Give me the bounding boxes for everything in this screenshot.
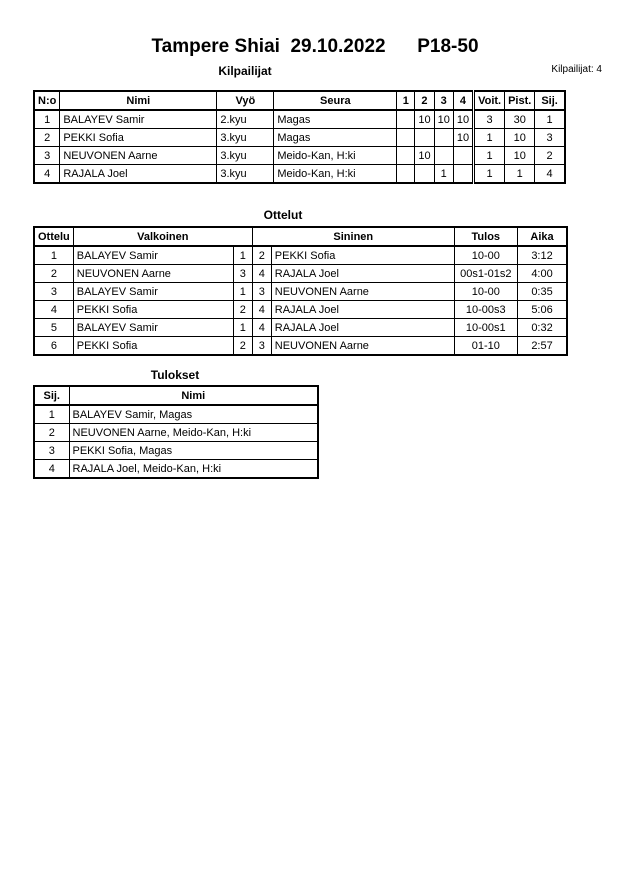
table-cell: RAJALA Joel [271, 301, 454, 319]
table-cell: 1 [505, 165, 535, 184]
table-cell: NEUVONEN Aarne [73, 265, 233, 283]
table-cell: 2 [233, 337, 252, 356]
table-cell: 3 [252, 337, 271, 356]
table-cell [397, 110, 415, 129]
table-cell: 10 [415, 147, 434, 165]
competitors-table [33, 90, 566, 184]
table-cell: 3.kyu [217, 129, 274, 147]
col-header-tulos: Tulos [454, 227, 517, 246]
table-cell: PEKKI Sofia [73, 301, 233, 319]
table-cell: RAJALA Joel [271, 265, 454, 283]
table-cell: 1 [434, 165, 453, 184]
table-cell: Magas [274, 110, 397, 129]
table-cell: PEKKI Sofia, Magas [69, 442, 318, 460]
col-header-nimi: Nimi [69, 386, 318, 405]
table-cell: 4 [34, 301, 73, 319]
table-cell: Magas [274, 129, 397, 147]
table-cell: 3 [34, 442, 69, 460]
competitors-header-row [34, 91, 565, 110]
table-cell: 4 [252, 301, 271, 319]
table-cell: NEUVONEN Aarne [271, 337, 454, 356]
table-cell: 5:06 [517, 301, 567, 319]
table-cell: 3 [535, 129, 565, 147]
table-cell: 10 [453, 110, 473, 129]
table-cell: 1 [233, 319, 252, 337]
table-cell: 2 [535, 147, 565, 165]
col-header-ottelu: Ottelu [34, 227, 73, 246]
table-cell: 3 [252, 283, 271, 301]
table-cell: 6 [34, 337, 73, 356]
table-cell: BALAYEV Samir [60, 110, 217, 129]
table-cell: 2:57 [517, 337, 567, 356]
table-cell: BALAYEV Samir [73, 283, 233, 301]
table-cell: 10-00 [454, 246, 517, 265]
col-header-pist: Pist. [505, 91, 535, 110]
table-cell: 2 [34, 265, 73, 283]
table-cell: 10-00s1 [454, 319, 517, 337]
table-cell: Meido-Kan, H:ki [274, 165, 397, 184]
table-cell: 2 [252, 246, 271, 265]
table-cell: 2.kyu [217, 110, 274, 129]
table-row [34, 147, 565, 165]
table-row [34, 301, 567, 319]
table-cell: 1 [233, 283, 252, 301]
col-header-sij: Sij. [535, 91, 565, 110]
table-cell: 10 [505, 129, 535, 147]
table-cell: BALAYEV Samir [73, 246, 233, 265]
competitor-count: Kilpailijat: 4 [551, 64, 602, 75]
table-row [34, 460, 318, 479]
table-cell: Meido-Kan, H:ki [274, 147, 397, 165]
col-header-voit: Voit. [474, 91, 505, 110]
page-title: Tampere Shiai 29.10.2022 P18-50 [151, 36, 479, 57]
table-cell: 3.kyu [217, 165, 274, 184]
table-cell: 3:12 [517, 246, 567, 265]
table-cell: 1 [474, 147, 505, 165]
table-row [34, 110, 565, 129]
results-table [33, 385, 319, 479]
matches-table [33, 226, 568, 356]
table-row [34, 129, 565, 147]
table-cell: 4 [535, 165, 565, 184]
table-cell: 10 [434, 110, 453, 129]
table-cell: 30 [505, 110, 535, 129]
col-header-vyo: Vyö [217, 91, 274, 110]
table-cell [415, 129, 434, 147]
table-row [34, 405, 318, 424]
col-header-no: N:o [34, 91, 60, 110]
table-cell: 3 [233, 265, 252, 283]
table-cell: 1 [474, 165, 505, 184]
table-cell: RAJALA Joel [271, 319, 454, 337]
table-cell: 3 [34, 283, 73, 301]
table-cell [397, 129, 415, 147]
table-row [34, 442, 318, 460]
col-header-nimi: Nimi [60, 91, 217, 110]
table-cell: NEUVONEN Aarne, Meido-Kan, H:ki [69, 424, 318, 442]
table-cell: 4 [34, 460, 69, 479]
table-cell: 1 [474, 129, 505, 147]
table-cell: 10-00s3 [454, 301, 517, 319]
section-heading-tulokset: Tulokset [150, 368, 200, 382]
table-row [34, 165, 565, 184]
table-cell [434, 129, 453, 147]
table-cell: RAJALA Joel, Meido-Kan, H:ki [69, 460, 318, 479]
table-cell: 1 [34, 405, 69, 424]
table-cell [453, 165, 473, 184]
col-header-1: 1 [397, 91, 415, 110]
table-cell: 4 [34, 165, 60, 184]
table-cell: BALAYEV Samir, Magas [69, 405, 318, 424]
col-header-aika: Aika [517, 227, 567, 246]
table-cell: NEUVONEN Aarne [60, 147, 217, 165]
table-cell [397, 147, 415, 165]
table-cell: BALAYEV Samir [73, 319, 233, 337]
table-cell: 1 [34, 246, 73, 265]
table-cell: 10 [453, 129, 473, 147]
results-header-row [34, 386, 318, 405]
table-cell: 5 [34, 319, 73, 337]
section-heading-kilpailijat: Kilpailijat [218, 64, 272, 78]
matches-header-row [34, 227, 567, 246]
table-cell [434, 147, 453, 165]
col-header-seura: Seura [274, 91, 397, 110]
table-cell: 0:32 [517, 319, 567, 337]
col-header-3: 3 [434, 91, 453, 110]
table-cell: 0:35 [517, 283, 567, 301]
col-header-sij: Sij. [34, 386, 69, 405]
table-cell [453, 147, 473, 165]
table-cell: 3.kyu [217, 147, 274, 165]
table-cell: NEUVONEN Aarne [271, 283, 454, 301]
table-cell: 3 [474, 110, 505, 129]
col-header-2: 2 [415, 91, 434, 110]
table-row [34, 319, 567, 337]
table-cell [397, 165, 415, 184]
table-row [34, 337, 567, 356]
table-cell: PEKKI Sofia [73, 337, 233, 356]
table-cell: 00s1-01s2 [454, 265, 517, 283]
table-row [34, 424, 318, 442]
table-row [34, 265, 567, 283]
col-header-4: 4 [453, 91, 473, 110]
section-heading-ottelut: Ottelut [263, 208, 303, 222]
table-cell: PEKKI Sofia [60, 129, 217, 147]
table-cell: 2 [233, 301, 252, 319]
table-cell: 3 [34, 147, 60, 165]
table-cell: PEKKI Sofia [271, 246, 454, 265]
table-cell: 1 [535, 110, 565, 129]
table-cell: 10-00 [454, 283, 517, 301]
table-cell: 4 [252, 319, 271, 337]
table-cell: RAJALA Joel [60, 165, 217, 184]
table-cell: 4:00 [517, 265, 567, 283]
table-cell [415, 165, 434, 184]
table-cell: 1 [34, 110, 60, 129]
col-header-valkoinen: Valkoinen [73, 227, 252, 246]
col-header-sininen: Sininen [252, 227, 454, 246]
table-cell: 10 [505, 147, 535, 165]
table-row [34, 283, 567, 301]
table-cell: 1 [233, 246, 252, 265]
table-cell: 10 [415, 110, 434, 129]
table-row [34, 246, 567, 265]
table-cell: 2 [34, 424, 69, 442]
table-cell: 01-10 [454, 337, 517, 356]
table-cell: 2 [34, 129, 60, 147]
table-cell: 4 [252, 265, 271, 283]
